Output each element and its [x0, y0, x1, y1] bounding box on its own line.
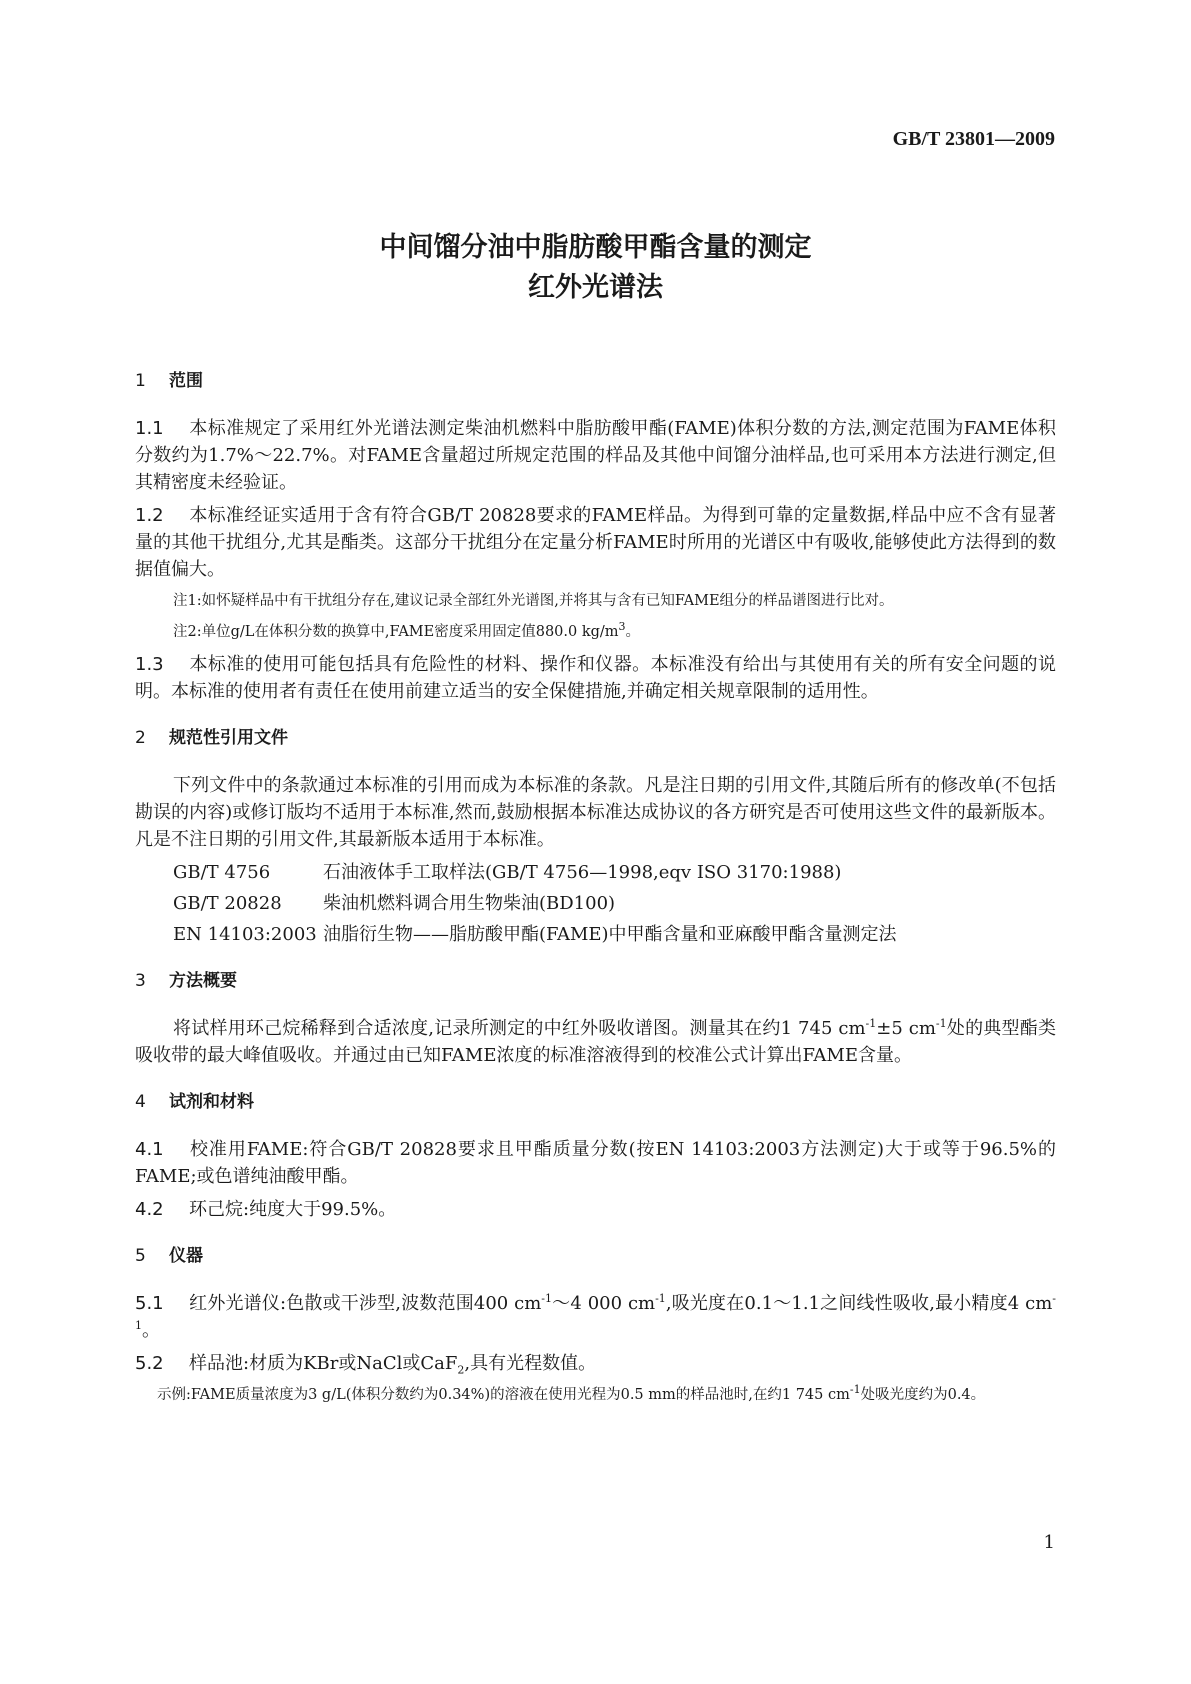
superscript: -1 [849, 1383, 861, 1397]
clause-5-2 [135, 1350, 1056, 1377]
section-2-intro: 下列文件中的条款通过本标准的引用而成为本标准的条款。凡是注日期的引用文件,其随后所有的修改单(不包括勘误的内容)或修订版均不适用于本标准,然而,鼓励根据本标准达成协议的各方研究是否可使用这些文件的最新版本。凡是不注日期的引用文件,其最新版本适用于本标准。 [135, 775, 1056, 850]
clause-number: 4.1 [135, 1139, 164, 1160]
reference-code: GB/T 20828 [173, 893, 282, 914]
note-2-end: 。 [625, 624, 641, 640]
note-1: 注1:如怀疑样品中有干扰组分存在,建议记录全部红外光谱图,并将其与含有已知FAME组分的样品谱图进行比对。 [173, 593, 894, 609]
clause-text: 本标准经证实适用于含有符合GB/T 20828要求的FAME样品。为得到可靠的定量数据,样品中应不含有显著量的其他干扰组分,尤其是酯类。这部分干扰组分在定量分析FAME时所用的光谱区中有吸收,能够使此方法得到的数据值偏大。 [135, 505, 1056, 580]
standard-code: GB/T 23801—2009 [892, 128, 1055, 150]
text-run: ～4 000 cm [552, 1293, 656, 1314]
reference-item [173, 921, 1056, 948]
text-run: 处吸光度约为0.4。 [860, 1387, 986, 1403]
clause-text: 本标准规定了采用红外光谱法测定柴油机燃料中脂肪酸甲酯(FAME)体积分数的方法,测定范围为FAME体积分数约为1.7%～22.7%。对FAME含量超过所规定范围的样品及其他中间馏分油样品,也可采用本方法进行测定,但其精密度未经验证。 [135, 418, 1056, 493]
clause-number: 1.3 [135, 654, 164, 675]
reference-code: GB/T 4756 [173, 862, 271, 883]
text-run: 示例:FAME质量浓度为3 g/L(体积分数约为0.34%)的溶液在使用光程为0.5 mm的样品池时,在约1 745 cm [157, 1387, 850, 1403]
section-3-text [135, 1015, 1056, 1069]
title-line-2: 红外光谱法 [528, 272, 663, 303]
clause-1-2 [135, 502, 1056, 583]
superscript: -1 [135, 1292, 1056, 1332]
section-title: 方法概要 [169, 971, 237, 991]
superscript: 3 [618, 620, 626, 634]
clause-number: 5.1 [135, 1293, 164, 1314]
section-title: 仪器 [169, 1246, 203, 1266]
clause-4-1 [135, 1136, 1056, 1190]
text-run: 。 [142, 1320, 160, 1341]
section-4-heading [135, 1089, 1056, 1116]
clause-number: 5.2 [135, 1353, 164, 1374]
title-line-1: 中间馏分油中脂肪酸甲酯含量的测定 [379, 232, 812, 263]
page-number: 1 [1043, 1532, 1055, 1553]
superscript: -1 [935, 1017, 947, 1030]
reference-title: 石油液体手工取样法(GB/T 4756—1998,eqv ISO 3170:1988) [323, 862, 842, 883]
section-5-heading [135, 1243, 1056, 1270]
text-run: 处的典型酯类吸收带的最大峰值吸收。并通过由已知FAME浓度的标准溶液得到的校准公式计算出FAME含量。 [135, 1018, 1057, 1066]
clause-1-3 [135, 651, 1056, 705]
text-run: 将试样用环己烷稀释到合适浓度,记录所测定的中红外吸收谱图。测量其在约1 745 cm [173, 1018, 866, 1039]
text-run: ±5 cm [876, 1018, 936, 1039]
reference-title: 油脂衍生物——脂肪酸甲酯(FAME)中甲酯含量和亚麻酸甲酯含量测定法 [323, 924, 897, 945]
clause-number: 1.2 [135, 505, 164, 526]
section-number: 1 [135, 371, 146, 391]
clause-1-1 [135, 415, 1056, 496]
section-number: 5 [135, 1246, 146, 1266]
clause-number: 4.2 [135, 1199, 164, 1220]
section-number: 3 [135, 971, 146, 991]
text-run: ,具有光程数值。 [464, 1353, 597, 1374]
reference-code: EN 14103:2003 [173, 924, 317, 945]
example-note [135, 1383, 1056, 1408]
document-body [135, 368, 1056, 1408]
superscript: -1 [655, 1292, 666, 1305]
section-number: 2 [135, 728, 146, 748]
clause-number: 1.1 [135, 418, 164, 439]
superscript: -1 [541, 1292, 552, 1305]
clause-5-1 [135, 1290, 1056, 1344]
reference-title: 柴油机燃料调合用生物柴油(BD100) [323, 893, 616, 914]
section-title: 规范性引用文件 [169, 728, 288, 748]
section-2-heading [135, 725, 1056, 752]
subscript: 2 [457, 1363, 465, 1377]
superscript: -1 [865, 1017, 877, 1030]
note-2-text: 注2:单位g/L在体积分数的换算中,FAME密度采用固定值880.0 kg/m [173, 624, 619, 640]
clause-text: 校准用FAME:符合GB/T 20828要求且甲酯质量分数(按EN 14103:2003方法测定)大于或等于96.5%的FAME;或色谱纯油酸甲酯。 [135, 1139, 1056, 1187]
clause-4-2 [135, 1196, 1056, 1223]
note-2 [173, 620, 1056, 645]
section-title: 范围 [169, 371, 203, 391]
section-title: 试剂和材料 [169, 1092, 254, 1112]
text-run: 样品池:材质为KBr或NaCl或CaF [189, 1353, 458, 1374]
clause-text: 环己烷:纯度大于99.5%。 [189, 1199, 397, 1220]
reference-item [173, 859, 1056, 886]
section-number: 4 [135, 1092, 146, 1112]
document-title [0, 228, 1191, 308]
section-1-heading [135, 368, 1056, 395]
clause-text: 本标准的使用可能包括具有危险性的材料、操作和仪器。本标准没有给出与其使用有关的所有安全问题的说明。本标准的使用者有责任在使用前建立适当的安全保健措施,并确定相关规章限制的适用性。 [135, 654, 1056, 702]
reference-item [173, 890, 1056, 917]
section-3-heading [135, 968, 1056, 995]
text-run: 红外光谱仪:色散或干涉型,波数范围400 cm [189, 1293, 542, 1314]
text-run: ,吸光度在0.1～1.1之间线性吸收,最小精度4 cm [665, 1293, 1053, 1314]
